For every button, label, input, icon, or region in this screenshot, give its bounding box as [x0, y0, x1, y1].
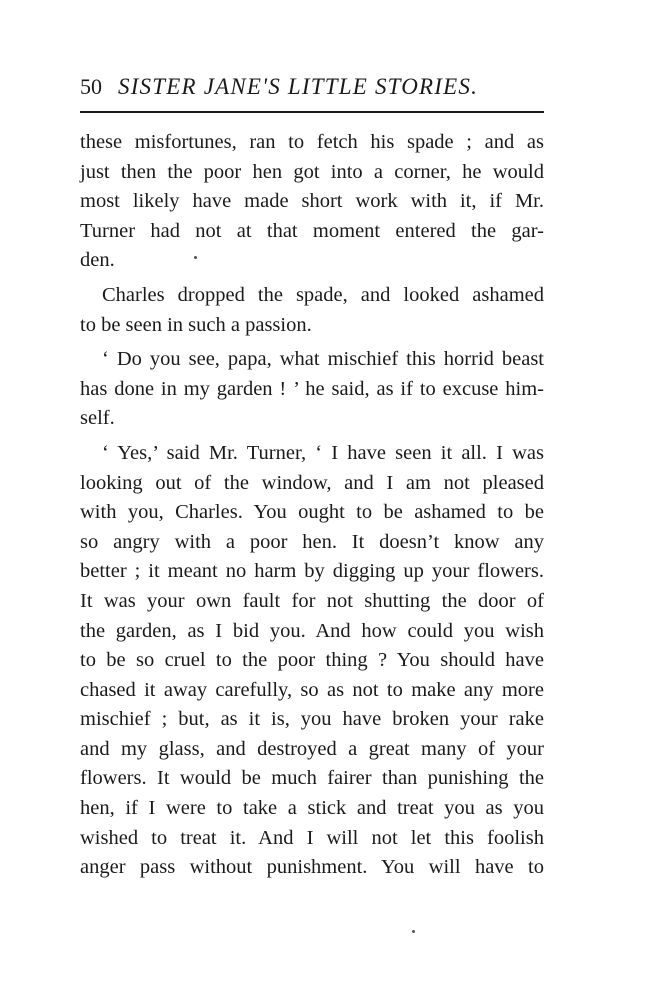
text-line: these misfortunes, ran to fetch his spade ; and as — [80, 131, 544, 153]
paragraph — [80, 439, 544, 883]
text-line: flowers. It would be much fairer than punishing the — [80, 767, 544, 790]
header-rule — [80, 111, 544, 113]
text-line: ‘ Yes,’ said Mr. Turner, ‘ I have seen it all. I was — [102, 441, 544, 464]
text-line: to be seen in such a passion. — [80, 313, 312, 336]
text-line: the garden, as I bid you. And how could you wish — [80, 619, 544, 642]
text-line: anger pass without punishment. You will have to — [80, 856, 544, 879]
text-line: ‘ Do you see, papa, what mischief this horrid beast — [102, 348, 544, 371]
body-text — [80, 128, 544, 888]
text-line: and my glass, and destroyed a great many of your — [80, 737, 544, 760]
paragraph — [80, 345, 544, 434]
text-line: most likely have made short work with it, if Mr. — [80, 190, 544, 213]
paragraph — [80, 128, 544, 276]
text-line: looking out of the window, and I am not pleased — [80, 471, 544, 494]
text-line: so angry with a poor hen. It doesn’t know any — [80, 530, 544, 553]
print-speck — [194, 256, 197, 259]
text-line: to be so cruel to the poor thing ? You should have — [80, 649, 544, 672]
text-line: has done in my garden ! ’ he said, as if to excuse him- — [80, 377, 544, 400]
text-line: It was your own fault for not shutting the door of — [80, 589, 544, 612]
text-line: with you, Charles. You ought to be ashamed to be — [80, 501, 544, 524]
text-line: hen, if I were to take a stick and treat you as you — [80, 797, 544, 820]
text-line: just then the poor hen got into a corner, he would — [80, 160, 544, 183]
text-line: mischief ; but, as it is, you have broken your rake — [80, 708, 544, 731]
page-header — [80, 74, 544, 108]
running-title: SISTER JANE'S LITTLE STORIES. — [118, 74, 479, 99]
paragraph — [80, 281, 544, 340]
text-line: wished to treat it. And I will not let this foolish — [80, 826, 544, 849]
print-speck — [412, 930, 415, 933]
text-line: Charles dropped the spade, and looked ashamed — [102, 283, 544, 306]
text-line: self. — [80, 407, 115, 430]
text-line: better ; it meant no harm by digging up your flowers. — [80, 560, 544, 583]
text-line: den. — [80, 249, 115, 272]
text-line: chased it away carefully, so as not to make any more — [80, 678, 544, 701]
text-line: Turner had not at that moment entered the gar- — [80, 219, 544, 242]
page-number: 50 — [80, 74, 102, 99]
